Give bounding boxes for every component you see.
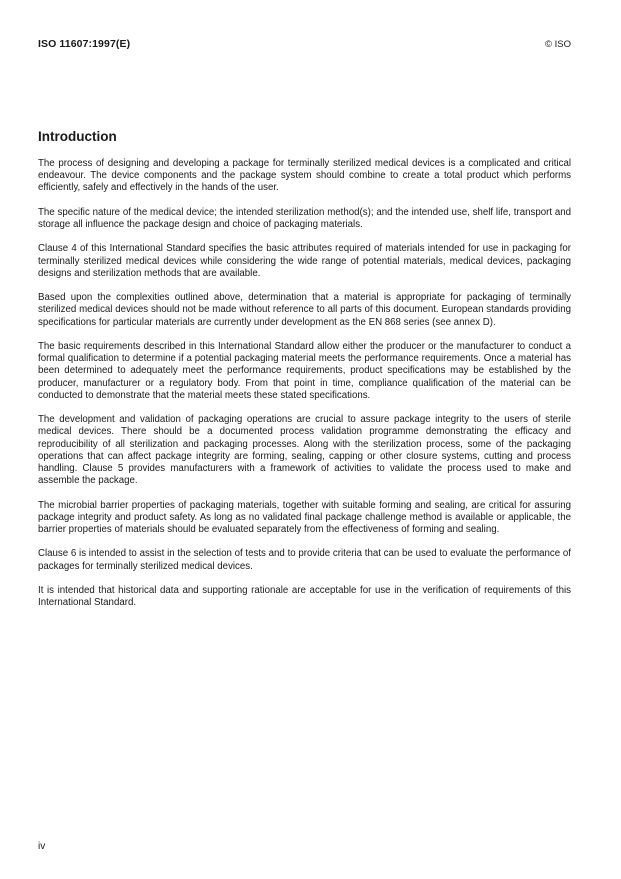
page-header bbox=[38, 38, 571, 52]
paragraph-1: The process of designing and developing a package for terminally sterilized medical devices is a complicated and critical endeavour. The device components and the package system should combine to create a total product which performs efficiently, safely and effectively in the hands of the user. bbox=[38, 158, 571, 194]
paragraph-5: The basic requirements described in this International Standard allow either the producer or the manufacturer to conduct a formal qualification to determine if a potential packaging material meets the performance requirements. Once a material has been determined to adequately meet the performance requirements, product specifications may be established by the producer, manufacturer or a regulatory body. From that point in time, compliance qualification of the material can be conducted to demonstrate that the material meets these stated specifications. bbox=[38, 340, 571, 401]
copyright-notice: © ISO bbox=[544, 39, 571, 50]
paragraph-6: The development and validation of packaging operations are crucial to assure package integrity to the users of sterile medical devices. There should be a documented process validation programme demonstrating the efficacy and reproducibility of all sterilization and packaging processes. Along with the sterilization process, some of the packaging operations that can affect package integrity are forming, sealing, capping or other closure systems, cutting and process handling. Clause 5 provides manufacturers with a framework of activities to validate the process used to make and assemble the package. bbox=[38, 414, 571, 487]
page-number: iv bbox=[38, 841, 46, 852]
paragraph-3: Clause 4 of this International Standard specifies the basic attributes required of materials intended for use in packaging for terminally sterilized medical devices while considering the wide range of potential materials, medical devices, packaging designs and sterilization methods that are available. bbox=[38, 243, 571, 279]
introduction-body bbox=[38, 158, 571, 622]
paragraph-8: Clause 6 is intended to assist in the selection of tests and to provide criteria that can be used to evaluate the performance of packages for terminally sterilized medical devices. bbox=[38, 548, 571, 572]
paragraph-4: Based upon the complexities outlined above, determination that a material is appropriate for packaging of terminally sterilized medical devices should not be made without reference to all parts of this document. European standards providing specifications for particular materials are currently under development as the EN 868 series (see annex D). bbox=[38, 292, 571, 328]
section-title: Introduction bbox=[38, 129, 117, 144]
paragraph-9: It is intended that historical data and supporting rationale are acceptable for use in the verification of requirements of this International Standard. bbox=[38, 584, 571, 609]
paragraph-2: The specific nature of the medical device; the intended sterilization method(s); and the intended use, shelf life, transport and storage all influence the package design and choice of packaging materials. bbox=[38, 206, 571, 230]
paragraph-7: The microbial barrier properties of packaging materials, together with suitable forming and sealing, are critical for assuring package integrity and product safety. As long as no validated final package challenge method is available or applicable, the barrier properties of materials should be evaluated separately from the effectiveness of forming and sealing. bbox=[38, 499, 571, 535]
document-identifier: ISO 11607:1997(E) bbox=[38, 38, 131, 50]
